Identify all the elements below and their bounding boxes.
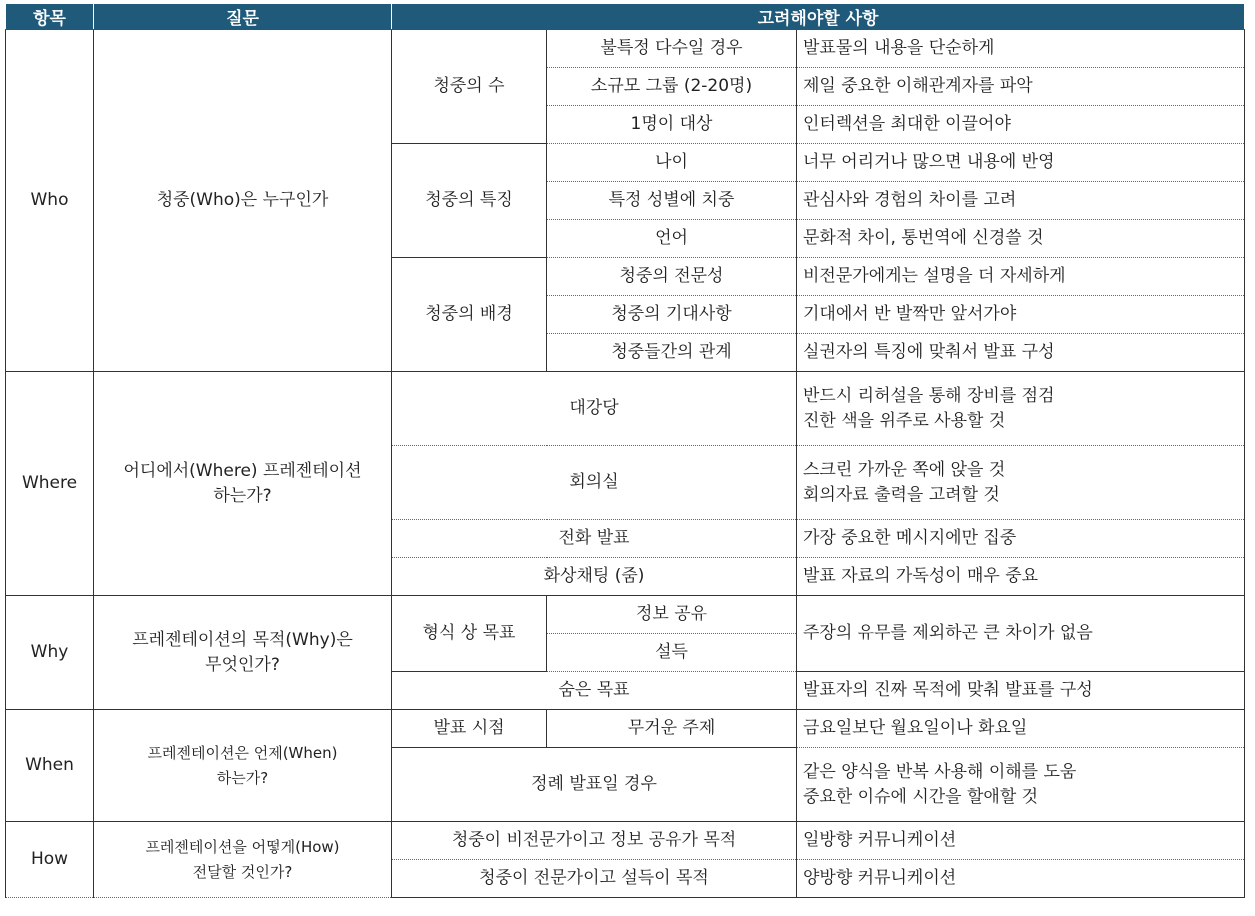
header-item: 항목 (6, 4, 94, 30)
where-question-line: 어디에서(Where) 프레젠테이션 (123, 460, 362, 481)
where-item: Where (6, 372, 94, 596)
who-row (6, 30, 1245, 68)
who-note: 비전문가에게는 설명을 더 자세하게 (797, 258, 1245, 296)
when-regular-note (797, 748, 1245, 822)
who-note: 인터렉션을 최대한 이끌어야 (797, 106, 1245, 144)
who-note: 실권자의 특징에 맞춰서 발표 구성 (797, 334, 1245, 372)
header-considerations: 고려해야할 사항 (392, 4, 1245, 30)
where-row (6, 372, 1245, 446)
how-question-line: 프레젠테이션을 어떻게(How) (145, 837, 340, 856)
how-question-line: 전달할 것인가? (192, 862, 293, 881)
who-group-label: 청중의 특징 (392, 144, 547, 258)
who-factor: 청중의 전문성 (547, 258, 797, 296)
who-item: Who (6, 30, 94, 372)
where-note-line: 스크린 가까운 쪽에 앉을 것 (803, 459, 1006, 480)
who-note: 관심사와 경험의 차이를 고려 (797, 182, 1245, 220)
why-formal-label: 형식 상 목표 (392, 596, 547, 672)
why-formal-item: 정보 공유 (547, 596, 797, 634)
where-question-line: 하는가? (213, 485, 272, 506)
who-note: 문화적 차이, 통번역에 신경쓸 것 (797, 220, 1245, 258)
who-group-label: 청중의 배경 (392, 258, 547, 372)
how-question (94, 822, 392, 898)
where-note-line: 반드시 리허설을 통해 장비를 점검 (803, 385, 1055, 406)
when-regular-note-line: 중요한 이슈에 시간을 할애할 것 (803, 786, 1039, 807)
how-note: 일방향 커뮤니케이션 (797, 822, 1245, 860)
who-group-label: 청중의 수 (392, 30, 547, 144)
header-question: 질문 (94, 4, 392, 30)
who-note: 제일 중요한 이해관계자를 파악 (797, 68, 1245, 106)
why-formal-note: 주장의 유무를 제외하곤 큰 차이가 없음 (797, 596, 1245, 672)
where-place: 전화 발표 (392, 520, 797, 558)
where-note (797, 372, 1245, 446)
presentation-checklist-table (5, 3, 1245, 898)
when-row (6, 710, 1245, 748)
who-factor: 1명이 대상 (547, 106, 797, 144)
who-note: 기대에서 반 발짝만 앞서가야 (797, 296, 1245, 334)
when-item: When (6, 710, 94, 822)
who-factor: 청중의 기대사항 (547, 296, 797, 334)
when-question-line: 프레젠테이션은 언제(When) (147, 743, 338, 762)
who-question: 청중(Who)은 누구인가 (94, 30, 392, 372)
why-formal-item: 설득 (547, 634, 797, 672)
why-question-line: 무엇인가? (205, 654, 280, 675)
why-row (6, 596, 1245, 634)
when-question (94, 710, 392, 822)
when-timing-factor: 무거운 주제 (547, 710, 797, 748)
when-timing-note: 금요일보단 월요일이나 화요일 (797, 710, 1245, 748)
when-regular-label: 정례 발표일 경우 (392, 748, 797, 822)
header-row (6, 4, 1245, 30)
where-place: 대강당 (392, 372, 797, 446)
why-hidden-label: 숨은 목표 (392, 672, 797, 710)
who-factor: 불특정 다수일 경우 (547, 30, 797, 68)
where-note (797, 446, 1245, 520)
where-note: 발표 자료의 가독성이 매우 중요 (797, 558, 1245, 596)
when-regular-note-line: 같은 양식을 반복 사용해 이해를 도움 (803, 761, 1077, 782)
why-question-line: 프레젠테이션의 목적(Why)은 (132, 629, 353, 650)
where-note: 가장 중요한 메시지에만 집중 (797, 520, 1245, 558)
how-condition: 청중이 비전문가이고 정보 공유가 목적 (392, 822, 797, 860)
where-question (94, 372, 392, 596)
who-note: 너무 어리거나 많으면 내용에 반영 (797, 144, 1245, 182)
when-timing-label: 발표 시점 (392, 710, 547, 748)
who-factor: 나이 (547, 144, 797, 182)
where-place: 회의실 (392, 446, 797, 520)
when-question-line: 하는가? (216, 768, 269, 787)
who-factor: 청중들간의 관계 (547, 334, 797, 372)
who-factor: 특정 성별에 치중 (547, 182, 797, 220)
why-hidden-note: 발표자의 진짜 목적에 맞춰 발표를 구성 (797, 672, 1245, 710)
who-factor: 소규모 그룹 (2-20명) (547, 68, 797, 106)
who-factor: 언어 (547, 220, 797, 258)
why-question (94, 596, 392, 710)
where-place: 화상채팅 (줌) (392, 558, 797, 596)
how-condition: 청중이 전문가이고 설득이 목적 (392, 860, 797, 898)
why-item: Why (6, 596, 94, 710)
where-note-line: 진한 색을 위주로 사용할 것 (803, 410, 1006, 431)
how-row (6, 822, 1245, 860)
where-note-line: 회의자료 출력을 고려할 것 (803, 484, 1000, 505)
how-item: How (6, 822, 94, 898)
how-note: 양방향 커뮤니케이션 (797, 860, 1245, 898)
who-note: 발표물의 내용을 단순하게 (797, 30, 1245, 68)
